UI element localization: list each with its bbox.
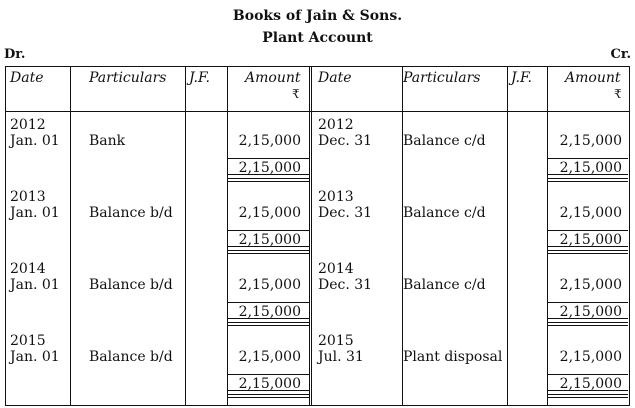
debit-side-label: Dr. [4,47,26,62]
column-divider [227,66,228,406]
debit-date: Jan. 01 [10,349,60,365]
credit-amount-header: Amount [565,70,621,86]
total-top-rule [227,158,309,159]
debit-amount: 2,15,000 [238,277,301,293]
credit-amount: 2,15,000 [559,133,622,149]
credit-side-label: Cr. [610,47,631,62]
total-double-underline [547,178,628,182]
total-top-rule [227,246,309,247]
credit-currency-symbol: ₹ [614,87,622,101]
column-divider [185,66,186,406]
credit-year: 2012 [318,117,354,133]
debit-amount: 2,15,000 [238,349,301,365]
total-top-rule [547,174,628,175]
credit-total: 2,15,000 [559,376,622,392]
debit-amount-header: Amount [245,70,301,86]
credit-amount: 2,15,000 [559,277,622,293]
total-double-underline [547,394,628,398]
debit-particulars: Balance b/d [89,277,173,293]
total-top-rule [227,374,309,375]
total-top-rule [547,158,628,159]
column-divider [507,66,508,406]
debit-particulars-header: Particulars [89,70,167,86]
total-double-underline [547,322,628,326]
firm-title: Books of Jain & Sons. [232,8,403,24]
credit-year: 2013 [318,189,354,205]
debit-date: Jan. 01 [10,205,60,221]
credit-particulars: Balance c/d [403,205,486,221]
total-top-rule [547,318,628,319]
credit-date: Dec. 31 [318,133,373,149]
credit-date: Jul. 31 [318,349,364,365]
total-double-underline [227,322,309,326]
debit-year: 2015 [10,333,46,349]
credit-year: 2014 [318,261,354,277]
credit-particulars: Plant disposal [403,349,503,365]
credit-amount: 2,15,000 [559,205,622,221]
credit-total: 2,15,000 [559,160,622,176]
debit-year: 2012 [10,117,46,133]
total-double-underline [227,178,309,182]
total-double-underline [547,250,628,254]
total-double-underline [227,250,309,254]
credit-year: 2015 [318,333,354,349]
total-top-rule [227,230,309,231]
total-top-rule [547,302,628,303]
total-top-rule [547,230,628,231]
credit-date: Dec. 31 [318,277,373,293]
side-divider [309,66,315,406]
credit-particulars-header: Particulars [403,70,481,86]
total-top-rule [227,174,309,175]
debit-total: 2,15,000 [238,376,301,392]
debit-jf-header: J.F. [189,70,210,86]
credit-total: 2,15,000 [559,232,622,248]
debit-amount: 2,15,000 [238,205,301,221]
credit-particulars: Balance c/d [403,133,486,149]
debit-year: 2013 [10,189,46,205]
debit-particulars: Balance b/d [89,205,173,221]
debit-date-header: Date [10,70,44,86]
total-top-rule [547,390,628,391]
debit-particulars: Balance b/d [89,349,173,365]
header-divider [5,111,630,112]
total-top-rule [227,302,309,303]
credit-jf-header: J.F. [511,70,532,86]
debit-date: Jan. 01 [10,133,60,149]
debit-amount: 2,15,000 [238,133,301,149]
debit-year: 2014 [10,261,46,277]
credit-amount: 2,15,000 [559,349,622,365]
debit-total: 2,15,000 [238,232,301,248]
debit-particulars: Bank [89,133,126,149]
ledger-table [5,66,630,406]
credit-date-header: Date [318,70,352,86]
debit-total: 2,15,000 [238,304,301,320]
column-divider [70,66,71,406]
debit-date: Jan. 01 [10,277,60,293]
column-divider [547,66,548,406]
credit-particulars: Balance c/d [403,277,486,293]
credit-total: 2,15,000 [559,304,622,320]
credit-date: Dec. 31 [318,205,373,221]
total-double-underline [227,394,309,398]
account-title: Plant Account [262,30,373,46]
total-top-rule [227,318,309,319]
total-top-rule [227,390,309,391]
total-top-rule [547,246,628,247]
debit-total: 2,15,000 [238,160,301,176]
total-top-rule [547,374,628,375]
debit-currency-symbol: ₹ [292,87,300,101]
